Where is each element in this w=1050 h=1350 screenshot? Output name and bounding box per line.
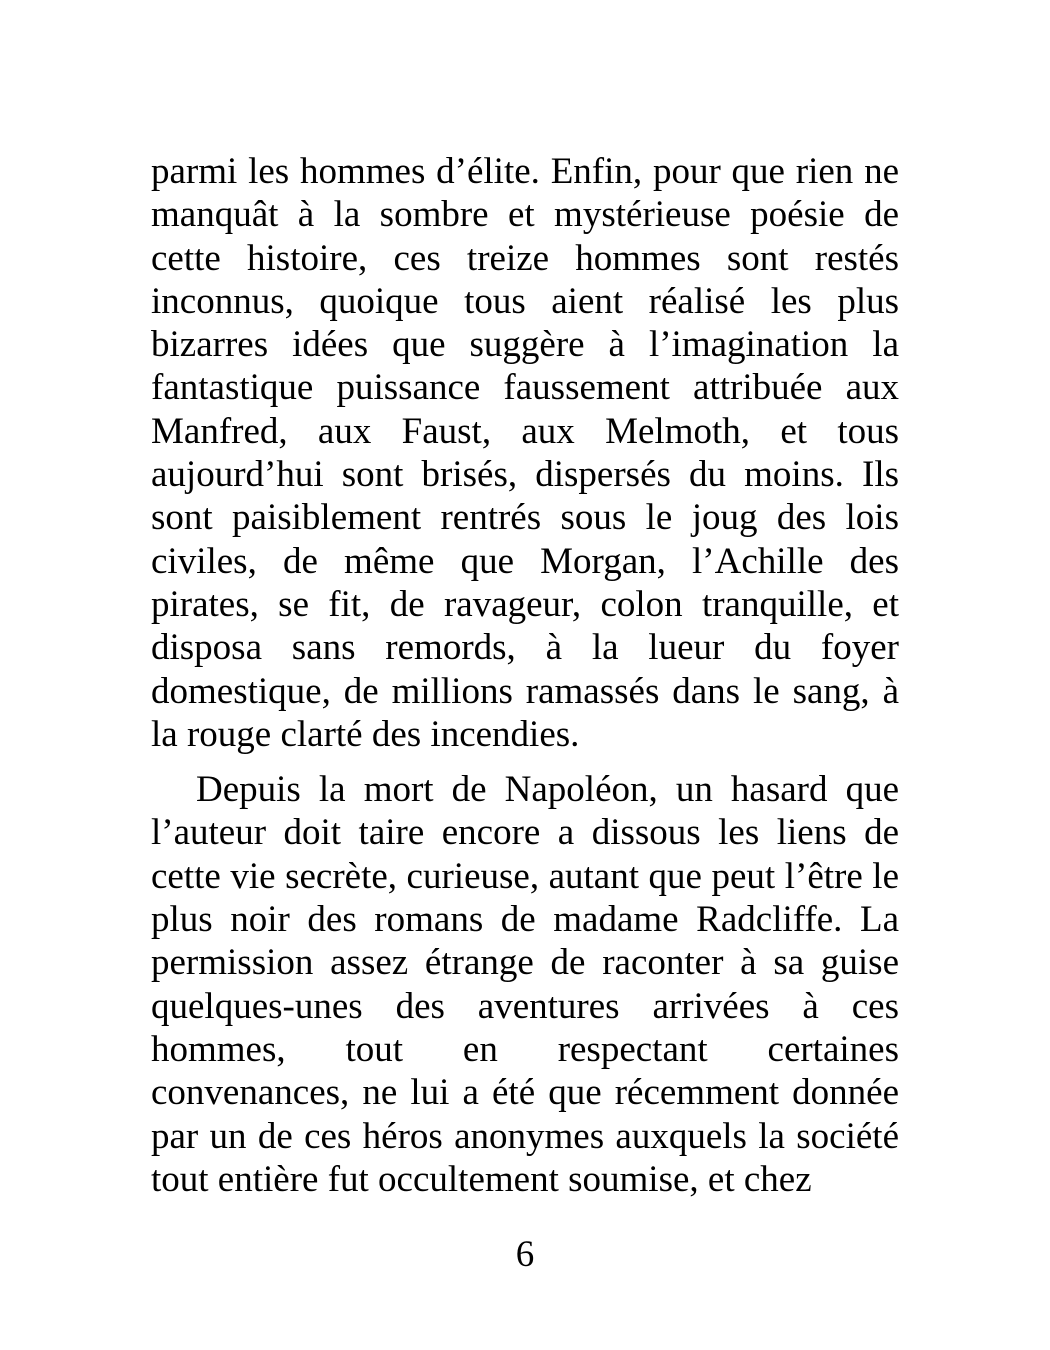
paragraph-1: parmi les hommes d’élite. Enfin, pour que rien ne manquât à la sombre et mystérieuse poésie de cette histoire, ces treize hommes sont restés inconnus, quoique tous aient réalisé les plus bizarres idées que suggère à l’imagination la fantastique puissance faussement attribuée aux Manfred, aux Faust, aux Melmoth, et tous aujourd’hui sont brisés, dispersés du moins. Ils sont paisiblement rentrés sous le joug des lois civiles, de même que Morgan, l’Achille des pirates, se fit, de ravageur, colon tranquille, et disposa sans remords, à la lueur du foyer domestique, de millions ramassés dans le sang, à la rouge clarté des incendies. — [151, 151, 899, 755]
page-number: 6 — [515, 1234, 535, 1275]
page-body — [151, 150, 899, 1201]
paragraph-2: Depuis la mort de Napoléon, un hasard que l’auteur doit taire encore a dissous les liens de cette vie secrète, curieuse, autant que peut l’être le plus noir des romans de madame Radcliffe. La permission assez étrange de raconter à sa guise quelques-unes des aventures arrivées à ces hommes, tout en respectant certaines convenances, ne lui a été que récemment donnée par un de ces héros anonymes auxquels la société tout entière fut occultement soumise, et chez — [151, 769, 899, 1200]
